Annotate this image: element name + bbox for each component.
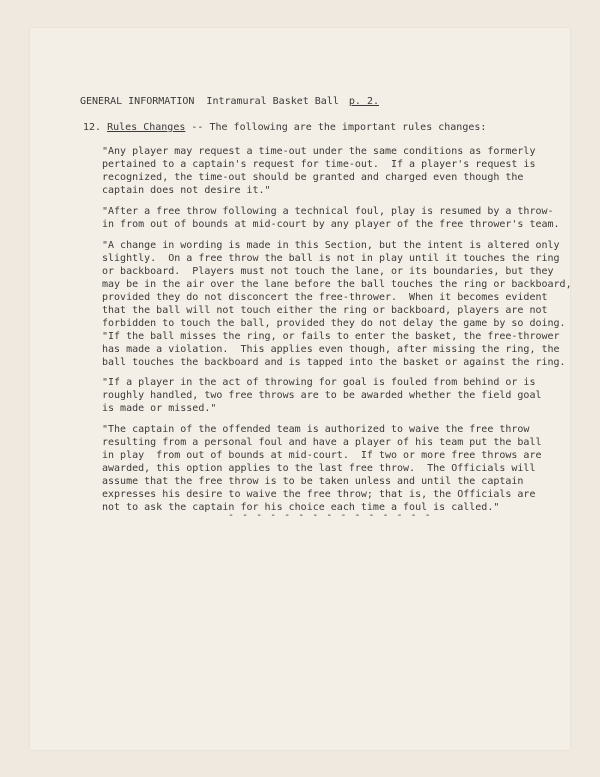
section-number: 12.	[83, 122, 102, 133]
page-number: p. 2.	[348, 96, 380, 107]
rule-paragraph-free-throw-lane: "A change in wording is made in this Section, but the intent is altered only slightly. On a free throw the ball is not in play until it touches the ring or backboard. Players must not touch the lane, or its boundaries, but they may be in the air over the lane before the ball touches the ring or backboard, provided they do not disconcert the free-thrower. When it becomes evident that the ball will not touch either the ring or backboard, players are not forbidden to touch the ball, provided they do not delay the game by so doing.	[102, 240, 572, 329]
rule-paragraph-time-out: "Any player may request a time-out under the same conditions as formerly pertained to a captain's request for time-out. If a player's request is recognized, the time-out should be granted and charged even though the captain does not desire it."	[102, 146, 536, 196]
section-title: Rules Changes	[107, 122, 186, 133]
rule-paragraph-technical-foul: "After a free throw following a technical foul, play is resumed by a throw- in from out of bounds at mid-court by any player of the free thrower's team.	[102, 206, 560, 230]
section-heading	[83, 122, 486, 133]
section-intro: -- The following are the important rules changes:	[191, 122, 487, 133]
header-label: GENERAL INFORMATION	[80, 96, 195, 107]
rule-paragraph-waive-free-throw: "The captain of the offended team is authorized to waive the free throw resulting from a personal foul and have a player of his team put the ball in play from out of bounds at mid-court. If two or more free throws are awarded, this option applies to the last free throw. The Officials will assume that the free throw is to be taken unless and until the captain expresses his desire to waive the free throw; that is, the Officials are not to ask the captain for his choice each time a foul is called."	[102, 424, 542, 513]
section-divider: - - - - - - - - - - - - - - -	[228, 510, 432, 521]
rule-paragraph-fouled-from-behind: "If a player in the act of throwing for goal is fouled from behind or is roughly handled, two free throws are to be awarded whether the field goal is made or missed."	[102, 377, 542, 414]
page-header	[80, 96, 379, 107]
header-subject: Intramural Basket Ball	[206, 96, 339, 107]
rule-paragraph-missed-ring: "If the ball misses the ring, or fails to enter the basket, the free-thrower has made a violation. This applies even though, after missing the ring, the ball touches the backboard and is tapped into the basket or against the ring.	[102, 331, 566, 368]
